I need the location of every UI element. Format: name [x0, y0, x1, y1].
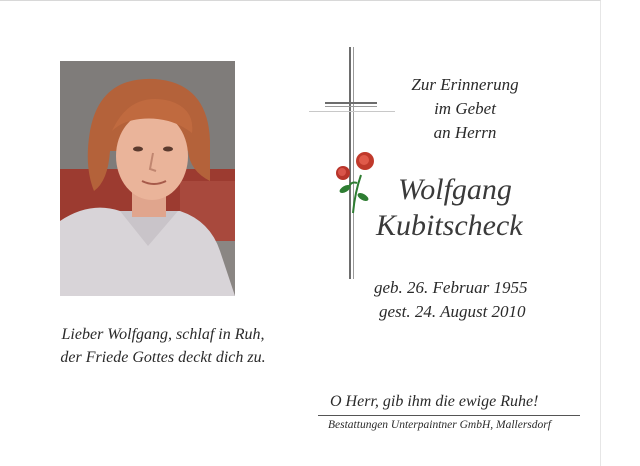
death-date: gest. 24. August 2010 [379, 302, 526, 321]
rose-icon [331, 147, 381, 217]
deceased-first-name: Wolfgang [398, 173, 512, 206]
birth-date: geb. 26. Februar 1955 [374, 278, 528, 297]
cross-with-roses [305, 47, 401, 279]
dedication-line-1: Zur Erinnerung [411, 75, 519, 94]
life-dates [374, 276, 527, 324]
closing-prayer: O Herr, gib ihm die ewige Ruhe! [330, 393, 539, 410]
deceased-last-name: Kubitscheck [376, 209, 523, 242]
dedication-line-2: im Gebet [434, 99, 496, 118]
divider-line [318, 415, 580, 416]
dedication-line-3: an Herrn [433, 123, 497, 142]
verse-line-2: der Friede Gottes deckt dich zu. [60, 349, 266, 366]
undertaker-credit: Bestattungen Unterpaintner GmbH, Mallersdorf [328, 419, 551, 431]
memorial-verse [28, 323, 298, 369]
verse-line-1: Lieber Wolfgang, schlaf in Ruh, [61, 326, 265, 343]
dedication [395, 73, 535, 145]
portrait-photo [60, 61, 235, 296]
portrait-image [60, 61, 235, 296]
